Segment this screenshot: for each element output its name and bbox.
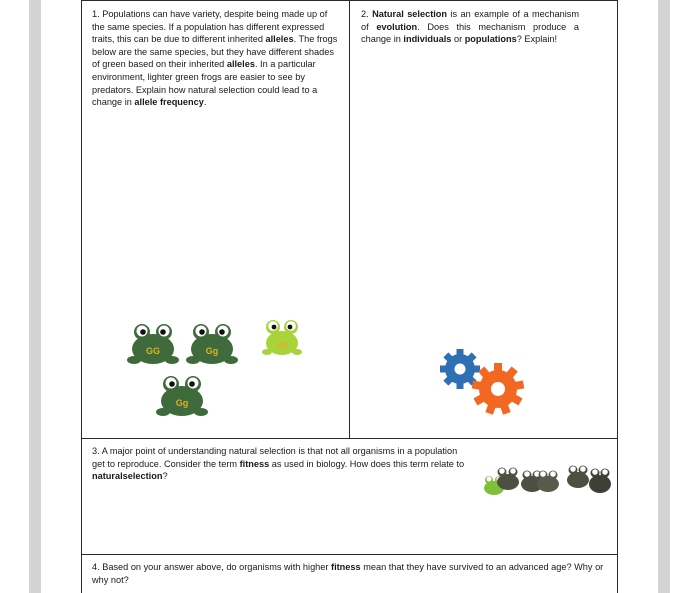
q3-text-part: 3. A major point of understanding natural selection is that not all organisms in a population get to reproduce. Consider the term <box>92 446 458 469</box>
left-margin-bar <box>29 0 41 593</box>
q1-term-allele-frequency: allele frequency <box>134 97 204 108</box>
q4-text-end: mean that they have survived to an advanced age? Why or why not? <box>92 562 604 585</box>
q2-term-evolution: evolution <box>376 21 418 32</box>
column-divider <box>349 0 350 438</box>
q3-text-end: ? <box>162 471 168 482</box>
q2-text-end: ? Explain! <box>516 34 558 45</box>
frog-genotype-label: Gg <box>175 398 189 408</box>
frog-illustration-gg-bottom <box>155 370 209 418</box>
question-2-text <box>361 8 579 46</box>
frog-illustration-gg-dark <box>126 318 180 366</box>
q4-term-fitness: fitness <box>331 562 361 572</box>
q2-term-populations: populations <box>464 34 517 45</box>
q2-term-individuals: individuals <box>403 34 452 45</box>
q1-text-end: . <box>203 97 207 108</box>
table-border-right <box>617 0 618 593</box>
right-margin-bar <box>658 0 670 593</box>
gear-orange-icon <box>471 362 525 416</box>
frog-genotype-label: gg <box>277 340 287 349</box>
small-frogs-group-icon <box>480 456 614 500</box>
q1-text-part: . The frogs below are the same species, but they have different shades of green based on their inherited <box>92 34 338 70</box>
q2-text-part: or <box>451 34 465 45</box>
q2-text-part: . Does this mechanism produce a change in <box>361 21 579 45</box>
question-3-text <box>92 445 472 483</box>
q3-term-fitness: fitness <box>239 458 270 469</box>
frog-genotype-label: Gg <box>205 346 219 356</box>
q1-term-alleles-2: alleles <box>226 59 255 70</box>
q1-text-part: 1. Populations can have variety, despite being made up of the same species. If a population has different expressed traits, this can be due to different inherited <box>92 9 328 45</box>
frog-illustration-gg-light <box>260 314 304 358</box>
question-1-text <box>92 8 342 109</box>
q3-text-part: as used in biology. How does this term relate to <box>269 458 465 469</box>
q4-text-part: 4. Based on your answer above, do organisms with higher <box>92 562 332 572</box>
question-4-text <box>92 561 612 586</box>
frog-illustration-gg-medium <box>185 318 239 366</box>
q2-text-part: is an example of a mechanism of <box>361 9 579 32</box>
frog-genotype-label: GG <box>145 346 161 356</box>
q3-term-natural-selection: naturalselection <box>92 471 163 482</box>
q1-text-part: . In a particular environment, lighter green frogs are easier to see by predators. Explain how natural selection could lead to a change in <box>92 59 318 108</box>
q1-term-alleles: alleles <box>265 34 294 45</box>
row-divider-1 <box>81 438 618 439</box>
q2-number: 2. <box>361 9 373 19</box>
q2-term-natural-selection: Natural selection <box>372 9 448 19</box>
row-divider-2 <box>81 554 618 555</box>
table-border-left <box>81 0 82 593</box>
